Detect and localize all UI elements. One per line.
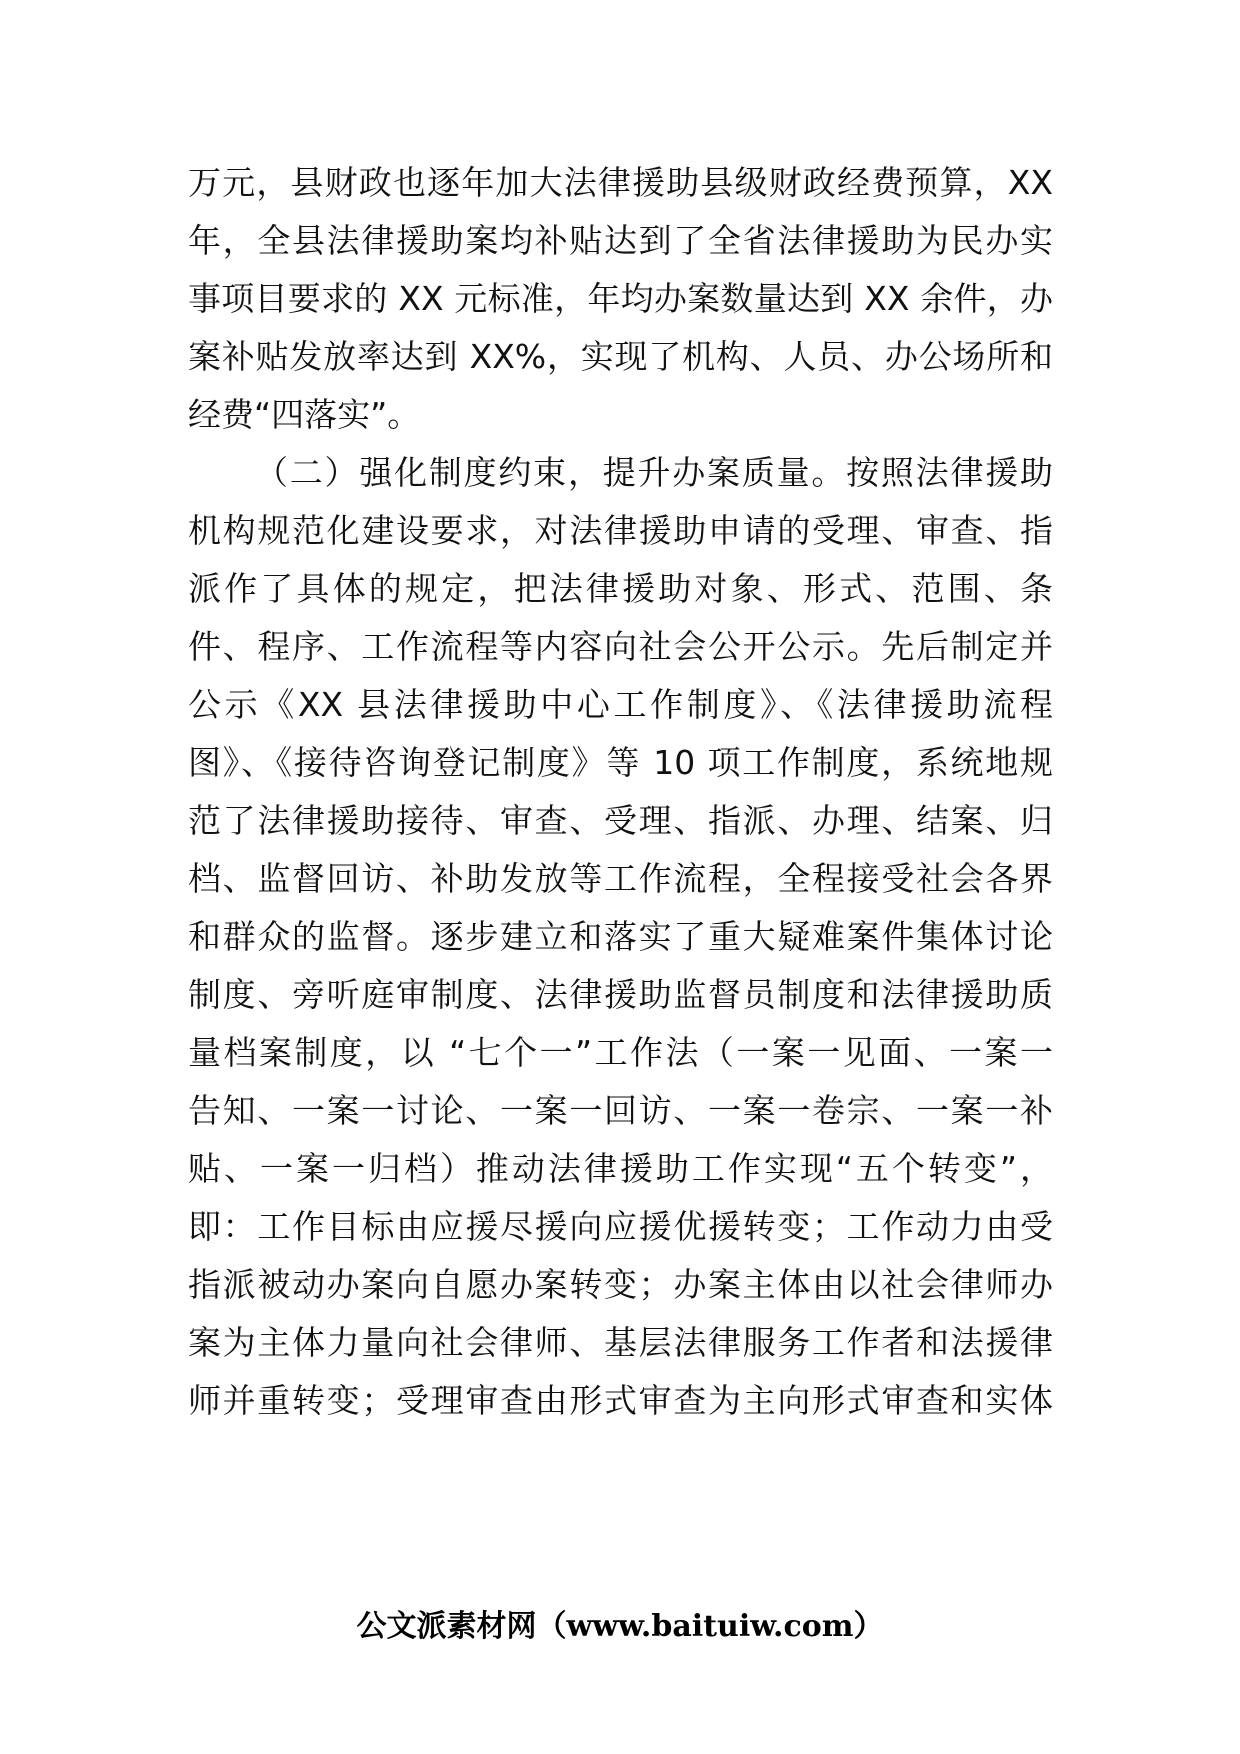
body-text-line: 贴、一案一归档）推动法律援助工作实现“五个转变”， (188, 1149, 1053, 1188)
body-text-line: 年，全县法律援助案均补贴达到了全省法律援助为民办实 (188, 221, 1053, 260)
body-text-line: 范了法律援助接待、审查、受理、指派、办理、结案、归 (188, 801, 1053, 840)
body-text-line: 经费“四落实”。 (188, 395, 421, 434)
body-text-line: 师并重转变；受理审查由形式审查为主向形式审查和实体 (188, 1381, 1053, 1420)
body-text-line: 档、监督回访、补助发放等工作流程，全程接受社会各界 (188, 859, 1053, 898)
body-text-line: 机构规范化建设要求，对法律援助申请的受理、审查、指 (188, 511, 1053, 550)
body-text-line: 万元，县财政也逐年加大法律援助县级财政经费预算，XX (188, 163, 1053, 202)
page-footer-watermark: 公文派素材网（www.baituiw.com） (356, 1609, 884, 1644)
body-text-line: 量档案制度，以 “七个一”工作法（一案一见面、一案一 (188, 1033, 1053, 1072)
section-heading-line: （二）强化制度约束，提升办案质量。按照法律援助 (255, 453, 1053, 492)
body-text-line: 图》、《接待咨询登记制度》等 10 项工作制度，系统地规 (188, 743, 1053, 782)
body-text-line: 案为主体力量向社会律师、基层法律服务工作者和法援律 (188, 1323, 1053, 1362)
body-text-line: 公示《XX 县法律援助中心工作制度》、《法律援助流程 (188, 685, 1053, 724)
body-text-line: 告知、一案一讨论、一案一回访、一案一卷宗、一案一补 (188, 1091, 1053, 1130)
body-text-line: 即：工作目标由应援尽援向应援优援转变；工作动力由受 (188, 1207, 1053, 1246)
body-text-line: 件、程序、工作流程等内容向社会公开公示。先后制定并 (188, 627, 1053, 666)
body-text-line: 派作了具体的规定，把法律援助对象、形式、范围、条 (188, 569, 1053, 608)
body-text-line: 指派被动办案向自愿办案转变；办案主体由以社会律师办 (188, 1265, 1053, 1304)
body-text-line: 制度、旁听庭审制度、法律援助监督员制度和法律援助质 (188, 975, 1053, 1014)
body-text-line: 案补贴发放率达到 XX%，实现了机构、人员、办公场所和 (188, 337, 1053, 376)
body-text-line: 和群众的监督。逐步建立和落实了重大疑难案件集体讨论 (188, 917, 1053, 956)
body-text-line: 事项目要求的 XX 元标准，年均办案数量达到 XX 余件，办 (188, 279, 1053, 318)
